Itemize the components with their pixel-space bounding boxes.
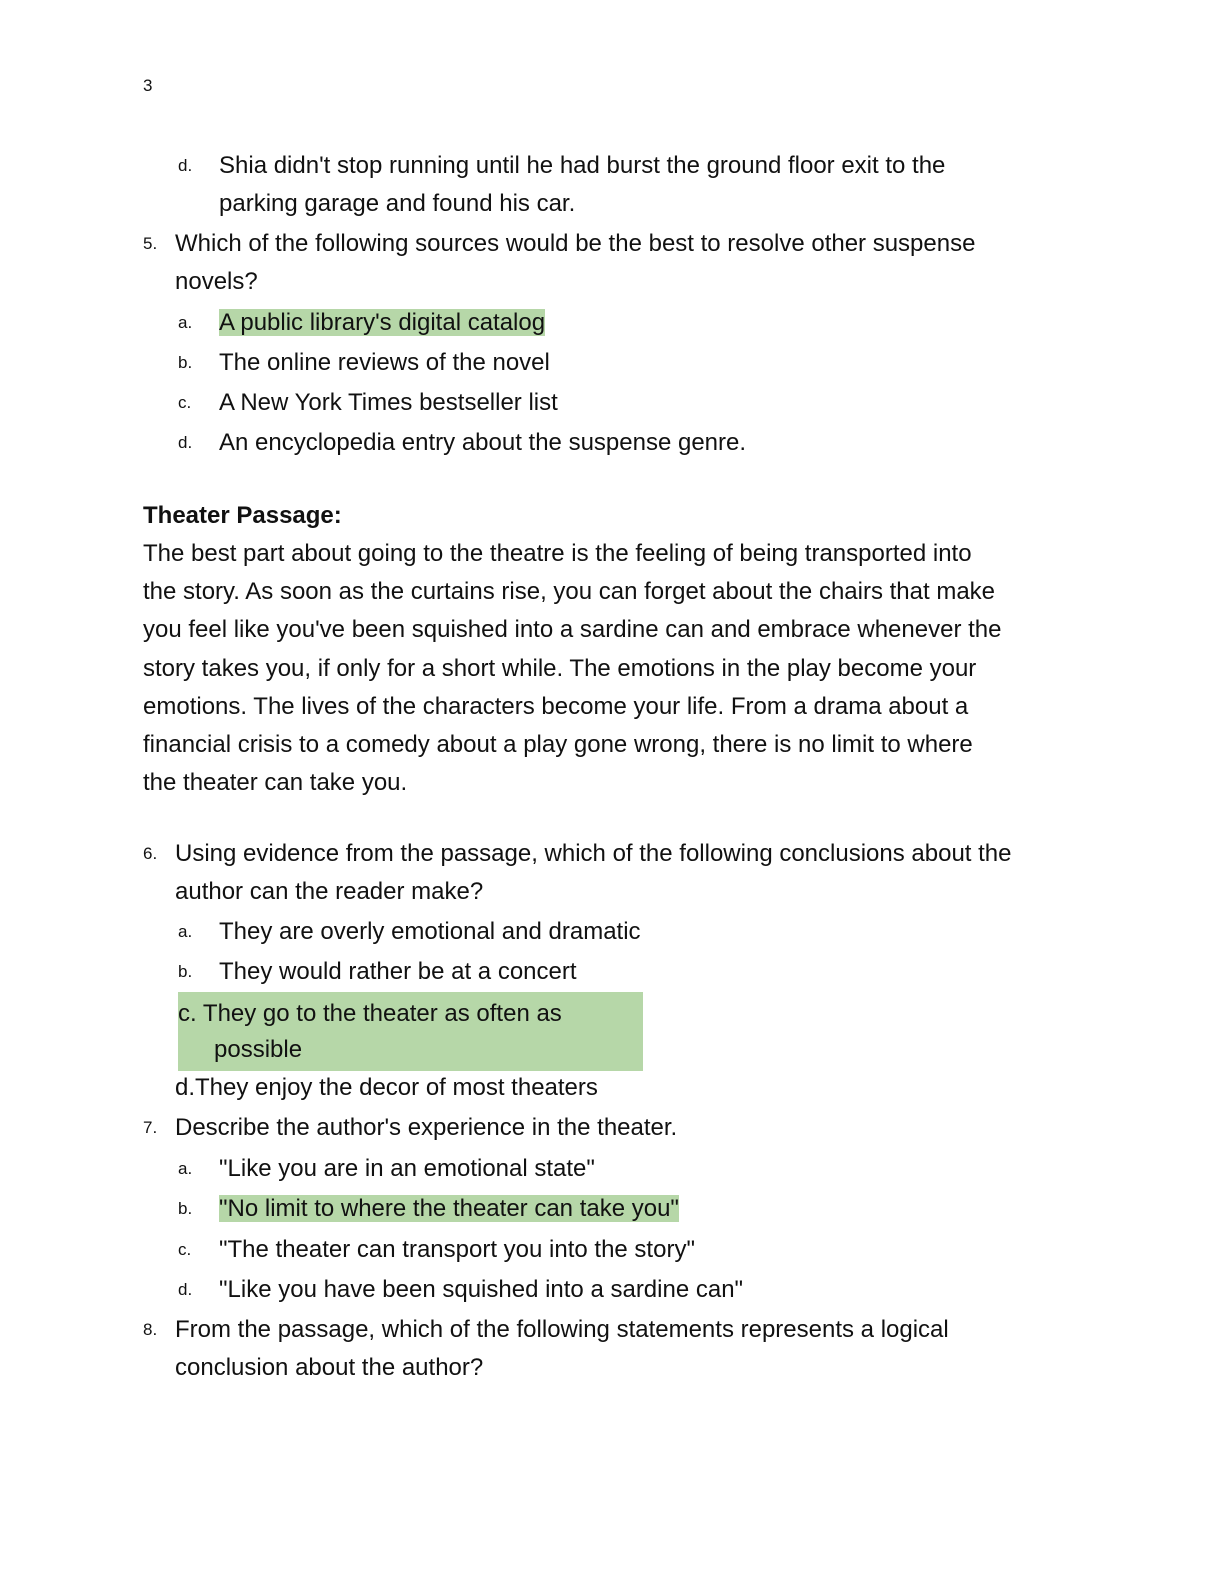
passage-line: The best part about going to the theatre is the feeling of being transported into [143, 540, 972, 567]
passage-line: story takes you, if only for a short while. The emotions in the play become your [143, 655, 977, 682]
q7-option-d-text: "Like you have been squished into a sardine can" [219, 1276, 744, 1303]
passage-title: Theater Passage: [143, 502, 342, 529]
q5-option-d-marker: d. [178, 433, 193, 452]
q7-option-b-text: "No limit to where the theater can take you" [219, 1195, 679, 1222]
q7-option-c-marker: c. [178, 1240, 192, 1259]
q8-text-line1: From the passage, which of the following statements represents a logical [175, 1316, 949, 1343]
q5-option-a-text: A public library's digital catalog [219, 309, 546, 336]
q5-option-a-marker: a. [178, 313, 193, 332]
q6-option-d-text: d.They enjoy the decor of most theaters [175, 1074, 598, 1101]
page-number: 3 [143, 76, 153, 95]
passage-line: the story. As soon as the curtains rise, you can forget about the chairs that make [143, 578, 996, 605]
q6-option-c-line1: c. They go to the theater as often as [178, 1000, 562, 1027]
q6-text-line1: Using evidence from the passage, which of the following conclusions about the [175, 840, 1012, 867]
q7-option-b-marker: b. [178, 1199, 193, 1218]
q5-text-line1: Which of the following sources would be the best to resolve other suspense [175, 230, 976, 257]
q6-text-line2: author can the reader make? [175, 878, 484, 905]
q4-option-d-line1: Shia didn't stop running until he had burst the ground floor exit to the [219, 152, 946, 179]
q7-text-line1: Describe the author's experience in the theater. [175, 1114, 678, 1141]
q5-option-b-text: The online reviews of the novel [219, 349, 550, 376]
q6-option-a-marker: a. [178, 922, 193, 941]
passage-line: financial crisis to a comedy about a play gone wrong, there is no limit to where [143, 731, 973, 758]
q5-option-b-marker: b. [178, 353, 193, 372]
q5-option-d-text: An encyclopedia entry about the suspense genre. [219, 429, 747, 456]
q6-option-c-line2: possible [214, 1036, 303, 1063]
q7-option-c-text: "The theater can transport you into the story" [219, 1236, 695, 1263]
q6-option-c-highlight-box [178, 992, 643, 1071]
passage-line: the theater can take you. [143, 769, 408, 796]
q4-option-d-line2: parking garage and found his car. [219, 190, 576, 217]
q5-option-c-marker: c. [178, 393, 192, 412]
q7-option-a-text: "Like you are in an emotional state" [219, 1155, 595, 1182]
q6-number: 6. [143, 844, 158, 863]
q5-option-c-text: A New York Times bestseller list [219, 389, 558, 416]
q8-number: 8. [143, 1320, 158, 1339]
passage-line: emotions. The lives of the characters become your life. From a drama about a [143, 693, 969, 720]
passage-line: you feel like you've been squished into a sardine can and embrace whenever the [143, 616, 1002, 643]
q6-option-b-text: They would rather be at a concert [219, 958, 577, 985]
q7-option-d-marker: d. [178, 1280, 193, 1299]
q6-option-b-marker: b. [178, 962, 193, 981]
q4-option-d-marker: d. [178, 156, 193, 175]
q5-text-line2: novels? [175, 268, 258, 295]
q6-option-a-text: They are overly emotional and dramatic [219, 918, 641, 945]
q8-text-line2: conclusion about the author? [175, 1354, 484, 1381]
q7-option-a-marker: a. [178, 1159, 193, 1178]
q7-number: 7. [143, 1118, 158, 1137]
q5-number: 5. [143, 234, 158, 253]
